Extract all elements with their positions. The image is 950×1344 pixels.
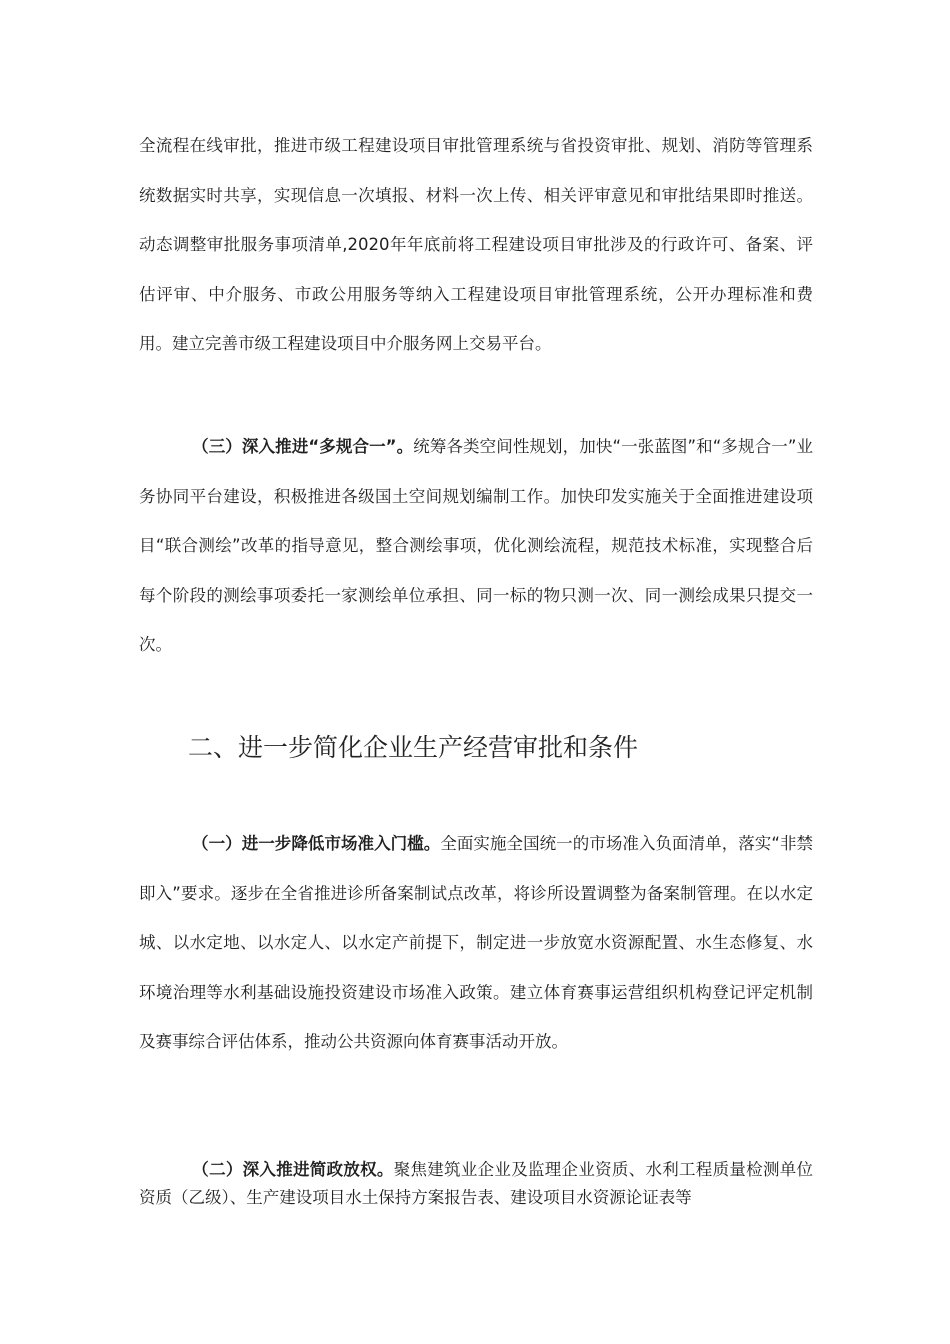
paragraph-text: 全流程在线审批，推进市级工程建设项目审批管理系统与省投资审批、规划、消防等管理系统数据实时共享，实现信息一次填报、材料一次上传、相关评审意见和审批结果即时推送。动态调整审批服务事项清单,2020年年底前将工程建设项目审批涉及的行政许可、备案、评估评审、中介服务、市政公用服务等纳入工程建设项目审批管理系统，公开办理标准和费用。建立完善市级工程建设项目中介服务网上交易平台。 — [139, 136, 813, 353]
paragraph-text: 聚焦建筑业企业及监理企业资质、水利工程质量检测单位资质（乙级）、生产建设项目水土保持方案报告表、建设项目水资源论证表等 — [139, 1160, 814, 1207]
paragraph-market-access — [139, 819, 813, 1067]
paragraph-approval-system — [139, 121, 813, 369]
paragraph-lead: （一）进一步降低市场准入门槛。 — [192, 834, 441, 853]
paragraph-text: 统筹各类空间性规划，加快“一张蓝图”和“多规合一”业务协同平台建设，积极推进各级国土空间规划编制工作。加快印发实施关于全面推进建设项目“联合测绘”改革的指导意见，整合测绘事项，优化测绘流程，规范技术标准，实现整合后每个阶段的测绘事项委托一家测绘单位承担、同一标的物只测一次、同一测绘成果只提交一次。 — [139, 437, 813, 654]
section-heading: 二、进一步简化企业生产经营审批和条件 — [188, 733, 639, 762]
paragraph-text: 全面实施全国统一的市场准入负面清单，落实“非禁即入”要求。逐步在全省推进诊所备案制试点改革，将诊所设置调整为备案制管理。在以水定城、以水定地、以水定人、以水定产前提下，制定进一步放宽水资源配置、水生态修复、水环境治理等水利基础设施投资建设市场准入政策。建立体育赛事运营组织机构登记评定机制及赛事综合评估体系，推动公共资源向体育赛事活动开放。 — [139, 834, 813, 1051]
paragraph-lead: （三）深入推进“多规合一”。 — [192, 437, 414, 456]
paragraph-lead: （二）深入推进简政放权。 — [192, 1160, 394, 1179]
paragraph-multi-plan — [139, 422, 813, 670]
paragraph-decentralization — [139, 1156, 813, 1212]
